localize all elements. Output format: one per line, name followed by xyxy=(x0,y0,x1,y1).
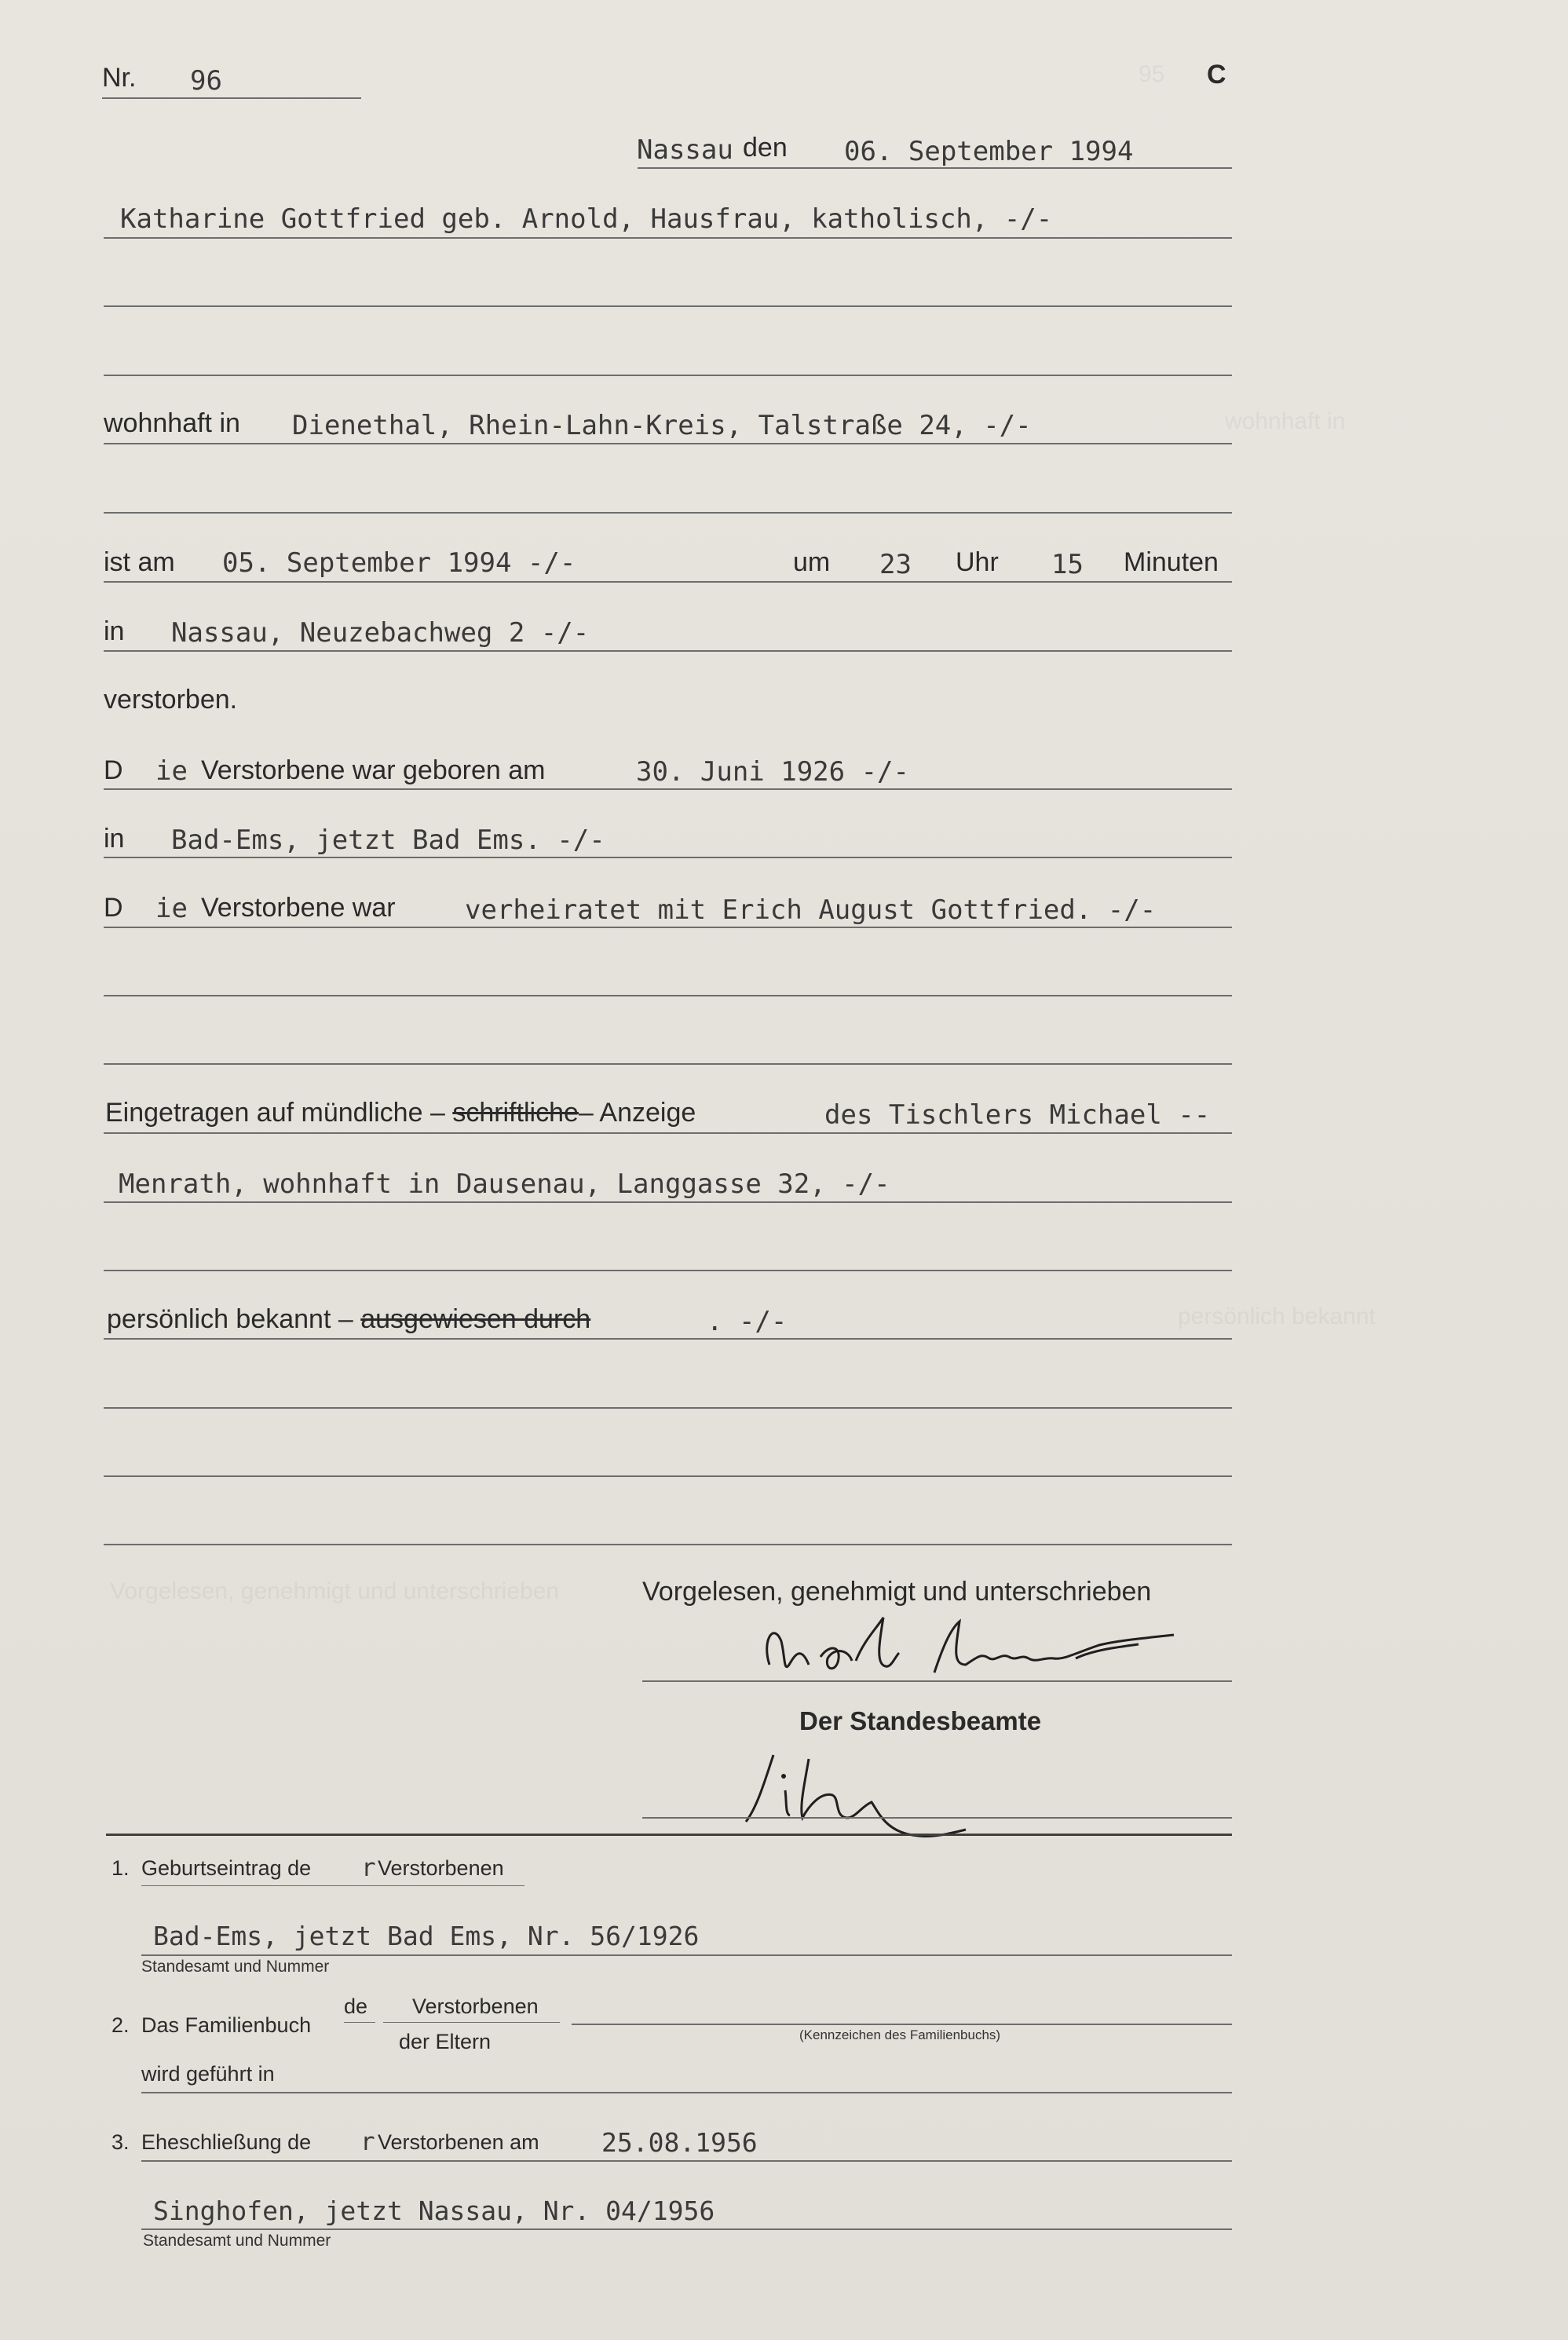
birth-prefix: D xyxy=(104,755,123,785)
date-underline xyxy=(638,167,1232,169)
show-through-text: Vorgelesen, genehmigt und unterschrieben xyxy=(110,1578,560,1604)
date-value: 06. September 1994 xyxy=(844,136,1134,167)
death-minutes: 15 xyxy=(1051,549,1084,580)
show-through-text: wohnhaft in xyxy=(1225,408,1346,434)
report-struck: schriftliche xyxy=(452,1098,579,1128)
marital-label: Verstorbene war xyxy=(201,893,396,923)
line-known xyxy=(104,1338,1232,1340)
nr-label: Nr. xyxy=(102,63,137,93)
item2-de-line xyxy=(344,2022,375,2023)
birth-place: Bad-Ems, jetzt Bad Ems. -/- xyxy=(171,824,605,856)
item3-fill: r xyxy=(360,2128,375,2156)
item1-label-b: Verstorbenen xyxy=(378,1856,504,1880)
line-blank-6 xyxy=(104,1270,1232,1271)
item3-label-b: Verstorbenen am xyxy=(378,2130,539,2154)
in-label: in xyxy=(104,616,125,646)
item1-caption: Standesamt und Nummer xyxy=(141,1958,330,1976)
line-blank-5 xyxy=(104,1063,1232,1065)
item2-de: de xyxy=(344,1994,368,2018)
birth-fill: ie xyxy=(155,755,188,787)
known-struck: ausgewiesen durch xyxy=(360,1304,591,1334)
item2-top: Verstorbenen xyxy=(412,1994,539,2018)
section-divider xyxy=(106,1834,1232,1836)
show-through-text: 95 xyxy=(1139,61,1165,87)
item3-label-a: Eheschließung de xyxy=(141,2130,312,2154)
nr-underline xyxy=(102,97,361,99)
confirm-text: Vorgelesen, genehmigt und unterschrieben xyxy=(642,1577,1152,1607)
line-blank-8 xyxy=(104,1475,1232,1477)
item2-gefuehrt-line xyxy=(141,2092,1232,2093)
item1-fill: r xyxy=(361,1854,376,1882)
item3-date: 25.08.1956 xyxy=(601,2127,758,2158)
nr-value: 96 xyxy=(190,65,222,97)
item1-number: 1. xyxy=(111,1856,130,1880)
known-label: persönlich bekannt – ausgewiesen durch xyxy=(107,1304,591,1334)
marital-prefix: D xyxy=(104,893,123,923)
item1-value-line xyxy=(141,1954,1232,1956)
report-label: Eingetragen auf mündliche – schriftliche– Anzeige xyxy=(105,1098,696,1128)
birth-date: 30. Juni 1926 -/- xyxy=(636,756,909,788)
birth-label: Verstorbene war geboren am xyxy=(201,755,546,785)
place-value: Nassau xyxy=(637,134,733,166)
item3-value-line xyxy=(141,2228,1232,2230)
line-name xyxy=(104,237,1232,239)
line-death-place xyxy=(104,650,1232,652)
verstorben-label: verstorben. xyxy=(104,685,238,715)
item2-fraction-line xyxy=(383,2022,560,2023)
line-residence xyxy=(104,443,1232,444)
birth-in-label: in xyxy=(104,824,125,854)
item1-label-underline xyxy=(141,1885,524,1886)
line-blank-9 xyxy=(104,1544,1232,1545)
item2-value-line xyxy=(572,2024,1232,2025)
show-through-text: persönlich bekannt xyxy=(1178,1303,1376,1329)
line-registrar-signature xyxy=(642,1817,1232,1819)
item1-value: Bad-Ems, jetzt Bad Ems, Nr. 56/1926 xyxy=(153,1921,700,1951)
line-report-1 xyxy=(104,1132,1232,1134)
line-blank-7 xyxy=(104,1407,1232,1409)
residence-value: Dienethal, Rhein-Lahn-Kreis, Talstraße 24, -/- xyxy=(292,410,1032,441)
known-value: . -/- xyxy=(707,1306,788,1337)
item1-label-a: Geburtseintrag de xyxy=(141,1856,312,1880)
item2-label: Das Familienbuch xyxy=(141,2013,312,2037)
item2-bottom: der Eltern xyxy=(399,2030,492,2053)
line-blank-4 xyxy=(104,995,1232,996)
um-label: um xyxy=(793,547,831,577)
form-code: C xyxy=(1207,60,1226,90)
item3-date-line xyxy=(141,2160,1232,2162)
reporter-signature xyxy=(746,1610,1186,1696)
item2-caption: (Kennzeichen des Familienbuchs) xyxy=(799,2027,1001,2042)
line-report-2 xyxy=(104,1201,1232,1203)
death-place: Nassau, Neuzebachweg 2 -/- xyxy=(171,617,590,649)
item3-value: Singhofen, jetzt Nassau, Nr. 04/1956 xyxy=(153,2196,715,2226)
line-marital xyxy=(104,927,1232,928)
item3-caption: Standesamt und Nummer xyxy=(143,2232,331,2250)
death-hour: 23 xyxy=(879,549,912,580)
uhr-label: Uhr xyxy=(956,547,999,577)
item3-number: 3. xyxy=(111,2130,130,2154)
minuten-label: Minuten xyxy=(1124,547,1219,577)
line-blank-3 xyxy=(104,512,1232,514)
line-birth-date xyxy=(104,788,1232,790)
line-blank-2 xyxy=(104,375,1232,376)
wohnhaft-label: wohnhaft in xyxy=(104,408,240,438)
marital-fill: ie xyxy=(155,893,188,924)
ist-am-label: ist am xyxy=(104,547,175,577)
registrar-label: Der Standesbeamte xyxy=(799,1706,1042,1735)
registrar-signature xyxy=(730,1743,1029,1841)
line-blank-1 xyxy=(104,305,1232,307)
line-birth-place xyxy=(104,857,1232,858)
reporter-line1: des Tischlers Michael -- xyxy=(824,1099,1211,1131)
line-death-time xyxy=(104,581,1232,583)
item2-gefuehrt: wird geführt in xyxy=(141,2062,275,2086)
line-reporter-signature xyxy=(642,1680,1232,1682)
item2-number: 2. xyxy=(111,2013,130,2037)
reporter-line2: Menrath, wohnhaft in Dausenau, Langgasse 32, -/- xyxy=(119,1168,890,1200)
deceased-name-line: Katharine Gottfried geb. Arnold, Hausfrau, katholisch, -/- xyxy=(120,203,1053,235)
marital-value: verheiratet mit Erich August Gottfried. -/- xyxy=(465,894,1157,926)
den-label: den xyxy=(743,133,788,163)
death-date: 05. September 1994 -/- xyxy=(222,547,576,579)
